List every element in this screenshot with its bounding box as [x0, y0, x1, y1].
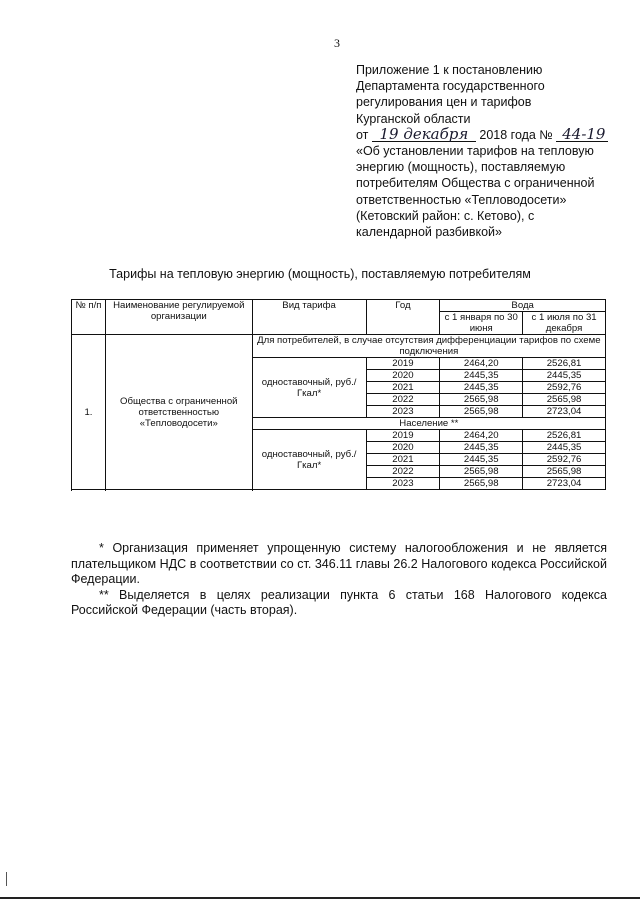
- cell-h1: 2565,98: [440, 394, 523, 406]
- appendix-line-2: Департамента государственного: [356, 79, 545, 94]
- cell-h2: 2723,04: [523, 478, 606, 490]
- table-title: Тарифы на тепловую энергию (мощность), поставляемую потребителям: [109, 267, 531, 281]
- cell-year: 2019: [366, 430, 440, 442]
- section-2-title: Население **: [252, 418, 605, 430]
- footnote-1: * Организация применяет упрощенную систему налогообложения и не является плательщиком НДС в соответствии со ст. 346.11 главы 26.2 Налогового кодекса Российской Федерации.: [71, 541, 607, 587]
- section-1-tariff-type: одноставочный, руб./Гкал*: [252, 358, 366, 418]
- cell-h2: 2526,81: [523, 430, 606, 442]
- cell-year: 2021: [366, 382, 440, 394]
- cell-h2: 2526,81: [523, 358, 606, 370]
- header-org: Наименование регулируемой организации: [105, 300, 252, 335]
- table-header-row: [72, 300, 606, 312]
- cell-h2: 2723,04: [523, 406, 606, 418]
- cell-h1: 2464,20: [440, 358, 523, 370]
- cell-h2: 2565,98: [523, 466, 606, 478]
- footnotes: [71, 541, 607, 619]
- appendix-line-10: (Кетовский район: с. Кетово), с: [356, 208, 535, 223]
- cell-h1: 2445,35: [440, 370, 523, 382]
- cell-h1: 2565,98: [440, 478, 523, 490]
- cell-h1: 2565,98: [440, 466, 523, 478]
- cell-h1: 2464,20: [440, 430, 523, 442]
- cell-year: 2019: [366, 358, 440, 370]
- table-row: [72, 335, 606, 358]
- cell-h2: 2445,35: [523, 370, 606, 382]
- appendix-line-9: ответственностью «Тепловодосети»: [356, 192, 567, 207]
- appendix-year-label: 2018 года №: [479, 127, 553, 142]
- cell-year: 2023: [366, 406, 440, 418]
- appendix-line-6: «Об установлении тарифов на тепловую: [356, 144, 594, 159]
- cell-h1: 2445,35: [440, 442, 523, 454]
- header-num: № п/п: [72, 300, 106, 335]
- cell-h2: 2565,98: [523, 394, 606, 406]
- appendix-line-8: потребителям Общества с ограниченной: [356, 176, 595, 191]
- cell-h1: 2565,98: [440, 406, 523, 418]
- cell-h2: 2592,76: [523, 454, 606, 466]
- handwritten-number: 44-19: [556, 127, 608, 142]
- handwritten-date: 19 декабря: [372, 127, 476, 142]
- appendix-header: [356, 62, 614, 240]
- cell-year: 2021: [366, 454, 440, 466]
- cell-h1: 2445,35: [440, 454, 523, 466]
- appendix-from-label: от: [356, 127, 369, 142]
- header-year: Год: [366, 300, 440, 335]
- cell-year: 2023: [366, 478, 440, 490]
- header-period-1: с 1 января по 30 июня: [440, 312, 523, 335]
- header-water: Вода: [440, 300, 606, 312]
- header-tariff-type: Вид тарифа: [252, 300, 366, 335]
- margin-mark: [6, 872, 7, 886]
- header-period-2: с 1 июля по 31 декабря: [523, 312, 606, 335]
- row-number: 1.: [72, 335, 106, 490]
- section-2-tariff-type: одноставочный, руб./Гкал*: [252, 430, 366, 490]
- appendix-line-3: регулирования цен и тарифов: [356, 95, 532, 110]
- section-1-title: Для потребителей, в случае отсутствия дифференциации тарифов по схеме подключения: [252, 335, 605, 358]
- appendix-line-4: Курганской области: [356, 111, 471, 126]
- cell-h2: 2592,76: [523, 382, 606, 394]
- organization-name: Общества с ограниченной ответственностью «Тепловодосети»: [105, 335, 252, 490]
- page-number: 3: [334, 36, 340, 50]
- appendix-line-11: календарной разбивкой»: [356, 225, 502, 240]
- appendix-line-1: Приложение 1 к постановлению: [356, 63, 543, 77]
- cell-year: 2022: [366, 394, 440, 406]
- appendix-date-line: [356, 124, 614, 143]
- cell-h1: 2445,35: [440, 382, 523, 394]
- cell-year: 2020: [366, 442, 440, 454]
- cell-year: 2020: [366, 370, 440, 382]
- tariff-table: [71, 299, 606, 490]
- footnote-2: ** Выделяется в целях реализации пункта 6 статьи 168 Налогового кодекса Российской Федерации (часть вторая).: [71, 587, 607, 618]
- cell-year: 2022: [366, 466, 440, 478]
- bottom-rule: [0, 897, 640, 899]
- cell-h2: 2445,35: [523, 442, 606, 454]
- appendix-line-7: энергию (мощность), поставляемую: [356, 160, 566, 175]
